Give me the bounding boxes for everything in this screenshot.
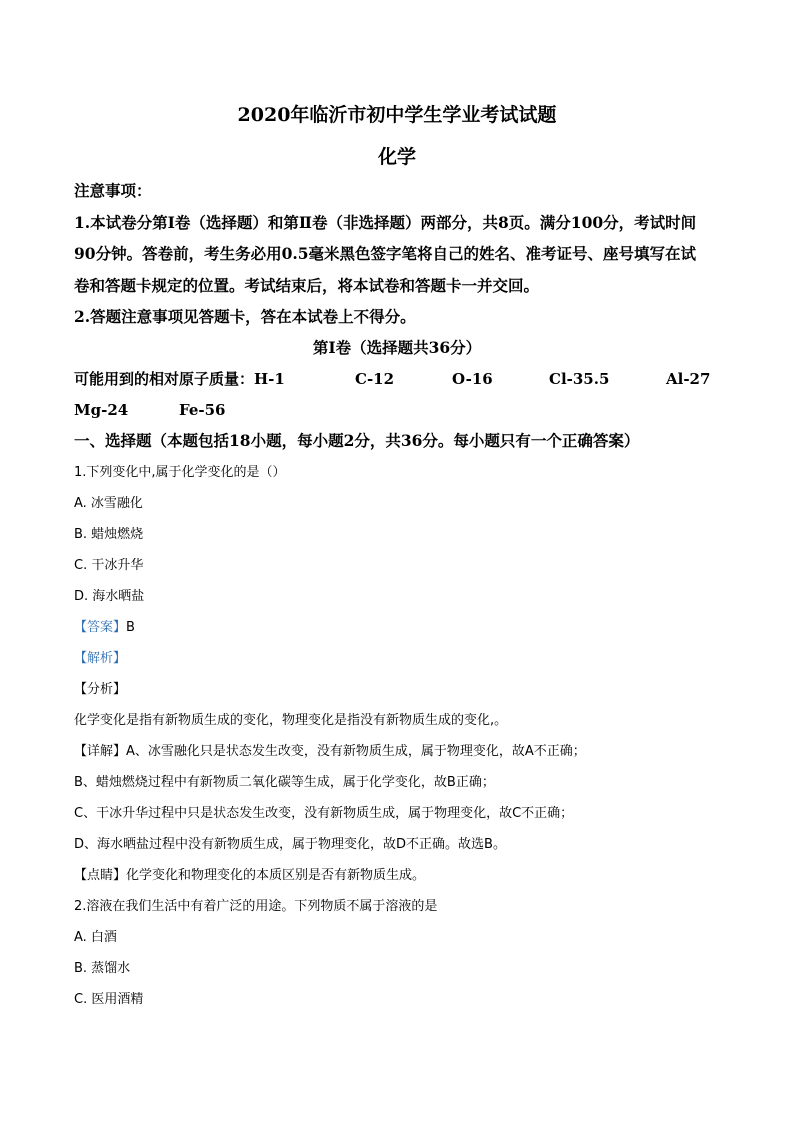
q2-stem: 2.溶液在我们生活中有着广泛的用途。下列物质不属于溶液的是 bbox=[74, 899, 438, 914]
q1-stem: 1.下列变化中,属于化学变化的是（） bbox=[74, 465, 286, 480]
detail-tag: 【详解】 bbox=[74, 744, 127, 759]
q1-analysis-heading bbox=[74, 650, 734, 668]
comment-text: 化学变化和物理变化的本质区别是否有新物质生成。 bbox=[126, 868, 426, 883]
q1-detail-d: D、海水晒盐过程中没有新物质生成，属于物理变化，故D不正确。故选B。 bbox=[74, 837, 506, 852]
answer-tag: 【答案】 bbox=[74, 620, 127, 635]
notice-heading: 注意事项： bbox=[74, 181, 152, 200]
answer-value: B bbox=[126, 620, 135, 635]
notice-line-2: 90分钟。答卷前，考生务必用0.5毫米黑色签字笔将自己的姓名、准考证号、座号填写在试 bbox=[74, 244, 697, 263]
subject-title: 化学 bbox=[377, 146, 416, 168]
q1-option-c: C. 干冰升华 bbox=[74, 558, 144, 573]
comment-tag: 【点睛】 bbox=[74, 868, 127, 883]
q1-answer bbox=[74, 619, 734, 637]
q2-option-c: C. 医用酒精 bbox=[74, 992, 144, 1007]
part1-heading: 第Ⅰ卷（选择题共36分） bbox=[312, 338, 482, 357]
analysis-tag: 【解析】 bbox=[74, 651, 127, 666]
fenxi-tag: 【分析】 bbox=[74, 682, 127, 697]
q1-fenxi-text: 化学变化是指有新物质生成的变化，物理变化是指没有新物质生成的变化,。 bbox=[74, 713, 508, 728]
q1-detail-c: C、干冰升华过程中只是状态发生改变，没有新物质生成，属于物理变化，故C不正确； bbox=[74, 806, 574, 821]
atom-al: Al-27 bbox=[666, 370, 711, 388]
notice-line-4: 2.答题注意事项见答题卡，答在本试卷上不得分。 bbox=[74, 307, 416, 326]
notice-line-1: 1.本试卷分第Ⅰ卷（选择题）和第Ⅱ卷（非选择题）两部分，共8页。满分100分，考试时间 bbox=[74, 213, 697, 232]
atom-c: C-12 bbox=[355, 370, 395, 388]
q1-option-b: B. 蜡烛燃烧 bbox=[74, 527, 144, 542]
q2-option-a: A. 白酒 bbox=[74, 930, 117, 945]
atom-cl: Cl-35.5 bbox=[549, 370, 610, 388]
q1-option-d: D. 海水晒盐 bbox=[74, 589, 145, 604]
atomic-mass-label: 可能用到的相对原子质量：H-1 bbox=[74, 370, 285, 388]
q1-option-a: A. 冰雪融化 bbox=[74, 496, 143, 511]
notice-line-3: 卷和答题卡规定的位置。考试结束后，将本试卷和答题卡一并交回。 bbox=[74, 276, 540, 295]
page-title: 2020年临沂市初中学生学业考试试题 bbox=[237, 104, 557, 126]
atom-fe: Fe-56 bbox=[179, 401, 226, 419]
section-heading: 一、选择题（本题包括18小题，每小题2分，共36分。每小题只有一个正确答案） bbox=[74, 431, 640, 450]
q1-detail-a bbox=[74, 743, 734, 761]
detail-a-text: A、冰雪融化只是状态发生改变，没有新物质生成，属于物理变化，故A不正确； bbox=[126, 744, 586, 759]
atom-o: O-16 bbox=[452, 370, 493, 388]
q2-option-b: B. 蒸馏水 bbox=[74, 961, 131, 976]
q1-detail-b: B、蜡烛燃烧过程中有新物质二氧化碳等生成，属于化学变化，故B正确； bbox=[74, 775, 495, 790]
q1-fenxi-heading bbox=[74, 681, 734, 699]
atom-mg: Mg-24 bbox=[74, 401, 129, 419]
q1-comment bbox=[74, 867, 734, 885]
